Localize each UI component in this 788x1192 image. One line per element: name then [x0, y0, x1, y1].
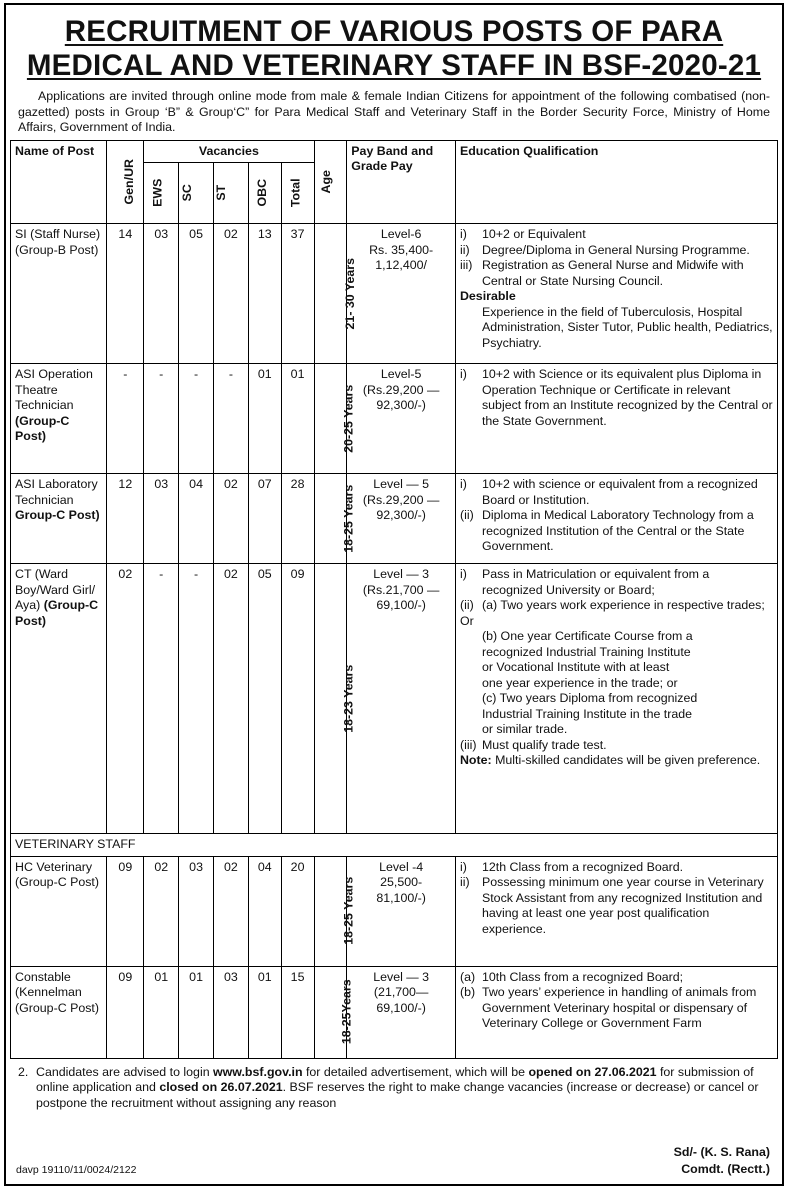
gen-ur-count: 12: [107, 474, 144, 564]
pay-level: Level-5 (Rs.29,200 — 92,300/-): [347, 364, 456, 474]
qualification-item: iii) Registration as General Nurse and Midwife with Central or State Nursing Council.: [459, 258, 744, 288]
post-name: SI (Staff Nurse) (Group-B Post): [11, 224, 107, 364]
section-label: VETERINARY STAFF: [11, 834, 778, 857]
header-total: Total: [281, 163, 314, 224]
header-name-of-post: Name of Post: [11, 140, 107, 224]
title-line-2: MEDICAL AND VETERINARY STAFF IN BSF-2020-21: [26, 49, 762, 82]
total-count: 15: [281, 966, 314, 1058]
age-limit: 21- 30 Years: [314, 224, 347, 364]
education-qualification: [455, 564, 777, 834]
sc-count: 03: [179, 856, 214, 966]
header-education: Education Qualification: [455, 140, 777, 224]
qualification-item: i) 12th Class from a recognized Board.: [459, 859, 684, 874]
pay-level: Level -4 25,500- 81,100/-): [347, 856, 456, 966]
age-limit: 18-25 Years: [314, 856, 347, 966]
signature-name: Sd/- (K. S. Rana): [673, 1145, 770, 1159]
qualification-item: (ii) (a) Two years work experience in respective trades;: [459, 598, 765, 612]
or-label: Or: [459, 613, 474, 628]
sc-count: -: [179, 364, 214, 474]
st-count: 02: [214, 224, 249, 364]
title-line-1: RECRUITMENT OF VARIOUS POSTS OF PARA: [64, 15, 724, 48]
note-text: Candidates are advised to login www.bsf.gov.in for detailed advertisement, which will be opened on 27.06.2021 for submission of online application and closed on 26.07.2021. BSF reserves the right to make change vacancies (increase or decrease) or cancel or postpone the recruitment without assigning any reason: [36, 1064, 759, 1110]
qualification-item: (a) 10th Class from a recognized Board;: [459, 969, 684, 984]
total-count: 20: [281, 856, 314, 966]
obc-count: 01: [248, 364, 281, 474]
obc-count: 04: [248, 856, 281, 966]
ews-count: 02: [144, 856, 179, 966]
header-sc: SC: [179, 163, 214, 224]
table-row: [11, 224, 778, 364]
desirable-label: Desirable: [459, 289, 516, 303]
table-row: [11, 474, 778, 564]
pay-level: Level — 5 (Rs.29,200 — 92,300/-): [347, 474, 456, 564]
header-st: ST: [214, 163, 249, 224]
header-gen-ur: Gen/UR: [107, 140, 144, 224]
total-count: 01: [281, 364, 314, 474]
pay-level: Level — 3 (Rs.21,700 — 69,100/-): [347, 564, 456, 834]
header-pay-band: Pay Band and Grade Pay: [347, 140, 456, 224]
table-row: [11, 966, 778, 1058]
davp-code: davp 19110/11/0024/2122: [16, 1164, 137, 1176]
age-limit: 18-25 Years: [314, 474, 347, 564]
qualification-item: (b) Two years’ experience in handling of animals from Government Veterinary hospital or dispensary of Veterinary College or Government Farm: [459, 985, 757, 1030]
website-link[interactable]: www.bsf.gov.in: [213, 1064, 303, 1079]
obc-count: 01: [248, 966, 281, 1058]
application-note: [6, 1059, 782, 1112]
education-qualification: [455, 474, 777, 564]
preference-note: Note: Multi-skilled candidates will be given preference.: [459, 753, 761, 767]
st-count: -: [214, 364, 249, 474]
intro-paragraph: Applications are invited through online mode from male & female Indian Citizens for appointment of the following combatised (non-gazetted) posts in Group ‘B” & Group‘C” for Para Medical Staff and Veterinary Staff in the Border Security Force, Ministry of Home Affairs, Government of India.: [18, 89, 770, 134]
gen-ur-count: 09: [107, 966, 144, 1058]
education-qualification: [455, 224, 777, 364]
education-qualification: [455, 856, 777, 966]
qualification-item: ii) Degree/Diploma in General Nursing Programme.: [459, 242, 750, 257]
gen-ur-count: 02: [107, 564, 144, 834]
sc-count: 05: [179, 224, 214, 364]
total-count: 37: [281, 224, 314, 364]
gen-ur-count: -: [107, 364, 144, 474]
alternative-qualifications: (b) One year Certificate Course from a recognized Industrial Training Institute or Vocational Institute with at least one year experience in the trade; or (c) Two years Diploma from recognized Industrial Training Institute in the trade or similar trade.: [481, 629, 698, 736]
ews-count: 03: [144, 224, 179, 364]
signature-designation: Comdt. (Rectt.): [681, 1162, 770, 1176]
qualification-item: (ii) Diploma in Medical Laboratory Technology from a recognized Institution of the Central or the State Government.: [459, 508, 754, 553]
header-row-1: [11, 140, 778, 163]
age-limit: 18-23 Years: [314, 564, 347, 834]
education-qualification: [455, 966, 777, 1058]
ews-count: 01: [144, 966, 179, 1058]
table-row: [11, 856, 778, 966]
gen-ur-count: 14: [107, 224, 144, 364]
note-number: 2.: [18, 1064, 29, 1079]
ews-count: -: [144, 364, 179, 474]
table-row: [11, 364, 778, 474]
post-name: HC Veterinary (Group-C Post): [11, 856, 107, 966]
ews-count: 03: [144, 474, 179, 564]
sc-count: -: [179, 564, 214, 834]
st-count: 02: [214, 564, 249, 834]
sc-count: 04: [179, 474, 214, 564]
post-name: ASI Laboratory Technician Group-C Post): [11, 474, 107, 564]
st-count: 02: [214, 856, 249, 966]
qualification-item: i) 10+2 with science or equivalent from a recognized Board or Institution.: [459, 477, 758, 507]
qualification-item: i) Pass in Matriculation or equivalent from a recognized University or Board;: [459, 567, 710, 597]
obc-count: 07: [248, 474, 281, 564]
post-name: ASI Operation Theatre Technician (Group-C Post): [11, 364, 107, 474]
post-name: Constable (Kennelman (Group-C Post): [11, 966, 107, 1058]
age-limit: 18-25Years: [314, 966, 347, 1058]
gen-ur-count: 09: [107, 856, 144, 966]
desirable-text: Experience in the field of Tuberculosis, Hospital Administration, Sister Tutor, Public health, Pediatrics, Psychiatry.: [481, 304, 773, 350]
page-title: [6, 5, 782, 83]
header-vacancies: Vacancies: [144, 140, 314, 163]
age-limit: 20-25 Years: [314, 364, 347, 474]
table-row: [11, 564, 778, 834]
obc-count: 05: [248, 564, 281, 834]
total-count: 09: [281, 564, 314, 834]
sc-count: 01: [179, 966, 214, 1058]
qualification-item: i) 10+2 with Science or its equivalent plus Diploma in Operation Technique or Certificate in relevant subject from an Institute recognized by the Central or the State Government.: [459, 367, 773, 428]
ews-count: -: [144, 564, 179, 834]
pay-level: Level-6 Rs. 35,400- 1,12,400/: [347, 224, 456, 364]
total-count: 28: [281, 474, 314, 564]
header-obc: OBC: [248, 163, 281, 224]
qualification-item: ii) Possessing minimum one year course in Veterinary Stock Assistant from any recognized Institution and having at least one year post qualification experience.: [459, 875, 764, 936]
header-ews: EWS: [144, 163, 179, 224]
obc-count: 13: [248, 224, 281, 364]
education-qualification: [455, 364, 777, 474]
st-count: 02: [214, 474, 249, 564]
st-count: 03: [214, 966, 249, 1058]
pay-level: Level — 3 (21,700— 69,100/-): [347, 966, 456, 1058]
advertisement-page: [4, 3, 784, 1186]
veterinary-section-row: [11, 834, 778, 857]
header-age: Age: [314, 140, 347, 224]
qualification-item: i) 10+2 or Equivalent: [459, 227, 586, 241]
post-name: CT (Ward Boy/Ward Girl/ Aya) (Group-C Post): [11, 564, 107, 834]
qualification-item: (iii) Must qualify trade test.: [459, 737, 607, 752]
vacancy-table: [10, 140, 778, 1059]
signature-block: [674, 1144, 770, 1178]
